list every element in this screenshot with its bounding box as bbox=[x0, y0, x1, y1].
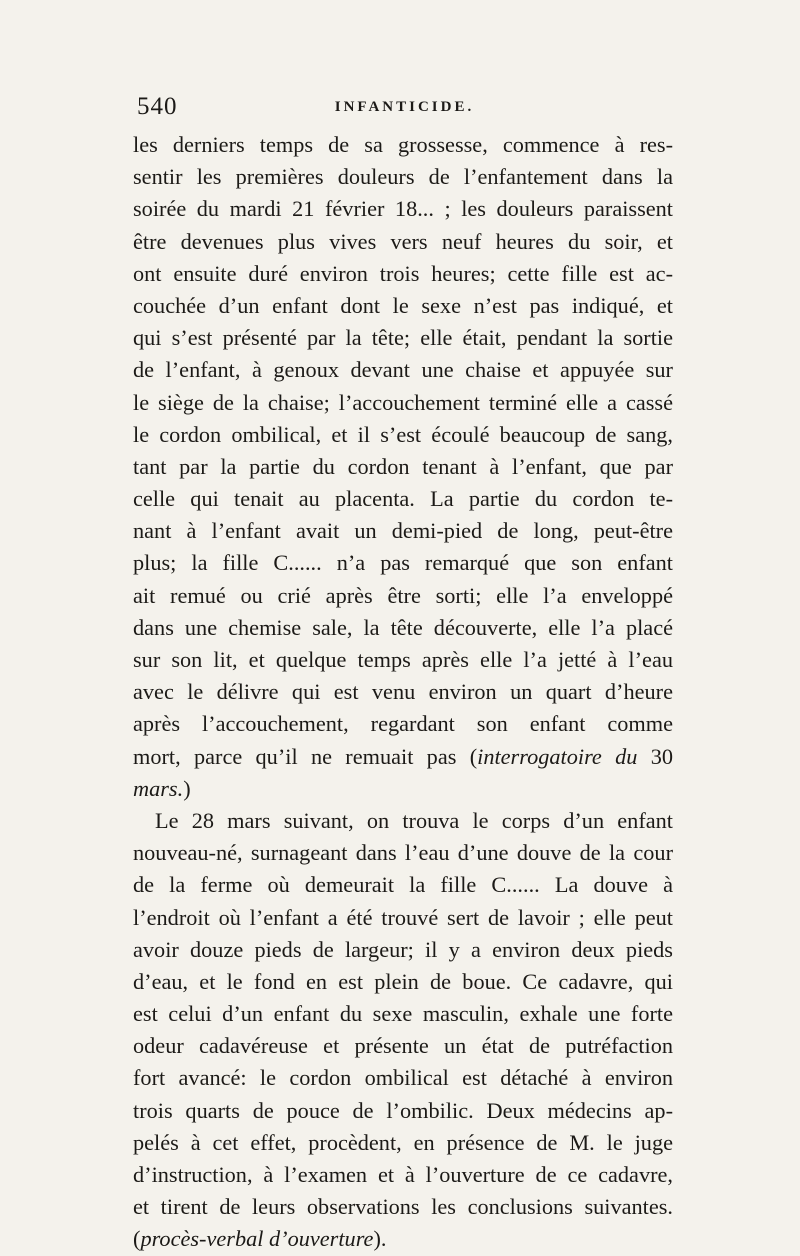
text-line: nouveau-né, surnageant dans l’eau d’une douve de la cour bbox=[133, 840, 673, 866]
text-line: ait remué ou crié après être sorti; elle l’a enveloppé bbox=[133, 582, 673, 608]
text-line bbox=[133, 741, 673, 773]
body-text bbox=[133, 129, 673, 1256]
text-fragment: mort, parce qu’il ne remuait pas ( bbox=[133, 743, 478, 769]
text-line: fort avancé: le cordon ombilical est détaché à environ bbox=[133, 1065, 673, 1091]
text-line: plus; la fille C...... n’a pas remarqué que son enfant bbox=[133, 550, 673, 576]
text-line: sur son lit, et quelque temps après elle l’a jetté à l’eau bbox=[133, 647, 673, 672]
text-line: tant par la partie du cordon tenant à l’enfant, que par bbox=[133, 453, 673, 479]
text-line: sentir les premières douleurs de l’enfantement dans la bbox=[133, 164, 673, 190]
text-line: le cordon ombilical, et il s’est écoulé beaucoup de sang, bbox=[133, 421, 673, 447]
text-line: le siège de la chaise; l’accouchement terminé elle a cassé bbox=[133, 389, 673, 415]
text-line: avec le délivre qui est venu environ un quart d’heure bbox=[133, 679, 673, 705]
text-line: trois quarts de pouce de l’ombilic. Deux médecins ap- bbox=[133, 1097, 673, 1123]
page-number: 540 bbox=[137, 93, 178, 120]
text-line: ont ensuite duré environ trois heures; cette fille est ac- bbox=[133, 260, 673, 286]
text-line: soirée du mardi 21 février 18... ; les douleurs paraissent bbox=[133, 196, 673, 222]
text-line bbox=[133, 1223, 673, 1255]
text-line: de la ferme où demeurait la fille C...... La douve à bbox=[133, 872, 673, 898]
text-line: de l’enfant, à genoux devant une chaise et appuyée sur bbox=[133, 357, 673, 383]
text-line: couchée d’un enfant dont le sexe n’est pas indiqué, et bbox=[133, 292, 673, 318]
text-fragment: 30 bbox=[637, 743, 674, 769]
text-line: qui s’est présenté par la tête; elle était, pendant la sortie bbox=[133, 325, 673, 351]
text-line: les derniers temps de sa grossesse, commence à res- bbox=[133, 132, 673, 157]
text-fragment: ) bbox=[183, 775, 191, 801]
text-line: pelés à cet effet, procèdent, en présence de M. le juge bbox=[133, 1129, 673, 1155]
text-fragment: ( bbox=[133, 1226, 141, 1252]
text-line: après l’accouchement, regardant son enfant comme bbox=[133, 711, 673, 737]
text-fragment: ). bbox=[373, 1226, 387, 1252]
text-line: d’instruction, à l’examen et à l’ouverture de ce cadavre, bbox=[133, 1162, 673, 1187]
italic-citation: mars. bbox=[133, 775, 184, 801]
text-line: dans une chemise sale, la tête découverte, elle l’a placé bbox=[133, 614, 673, 640]
page-header bbox=[137, 93, 672, 127]
text-line: Le 28 mars suivant, on trouva le corps d’un enfant bbox=[155, 807, 673, 833]
italic-citation: interrogatoire du bbox=[477, 743, 638, 769]
text-line: celle qui tenait au placenta. La partie du cordon te- bbox=[133, 486, 673, 512]
italic-citation: procès-verbal d’ouverture bbox=[140, 1226, 374, 1252]
running-title: INFANTICIDE. bbox=[334, 99, 475, 115]
text-line: l’endroit où l’enfant a été trouvé sert de lavoir ; elle peut bbox=[133, 904, 673, 930]
text-line: et tirent de leurs observations les conclusions suivantes. bbox=[133, 1194, 673, 1220]
text-line: est celui d’un enfant du sexe masculin, exhale une forte bbox=[133, 1001, 673, 1027]
text-line: être devenues plus vives vers neuf heures du soir, et bbox=[133, 228, 673, 254]
text-line: avoir douze pieds de largeur; il y a environ deux pieds bbox=[133, 936, 673, 962]
text-line: nant à l’enfant avait un demi-pied de long, peut-être bbox=[133, 518, 673, 544]
text-line: odeur cadavéreuse et présente un état de putréfaction bbox=[133, 1033, 673, 1059]
text-line: d’eau, et le fond en est plein de boue. Ce cadavre, qui bbox=[133, 968, 673, 994]
text-line bbox=[133, 773, 673, 805]
